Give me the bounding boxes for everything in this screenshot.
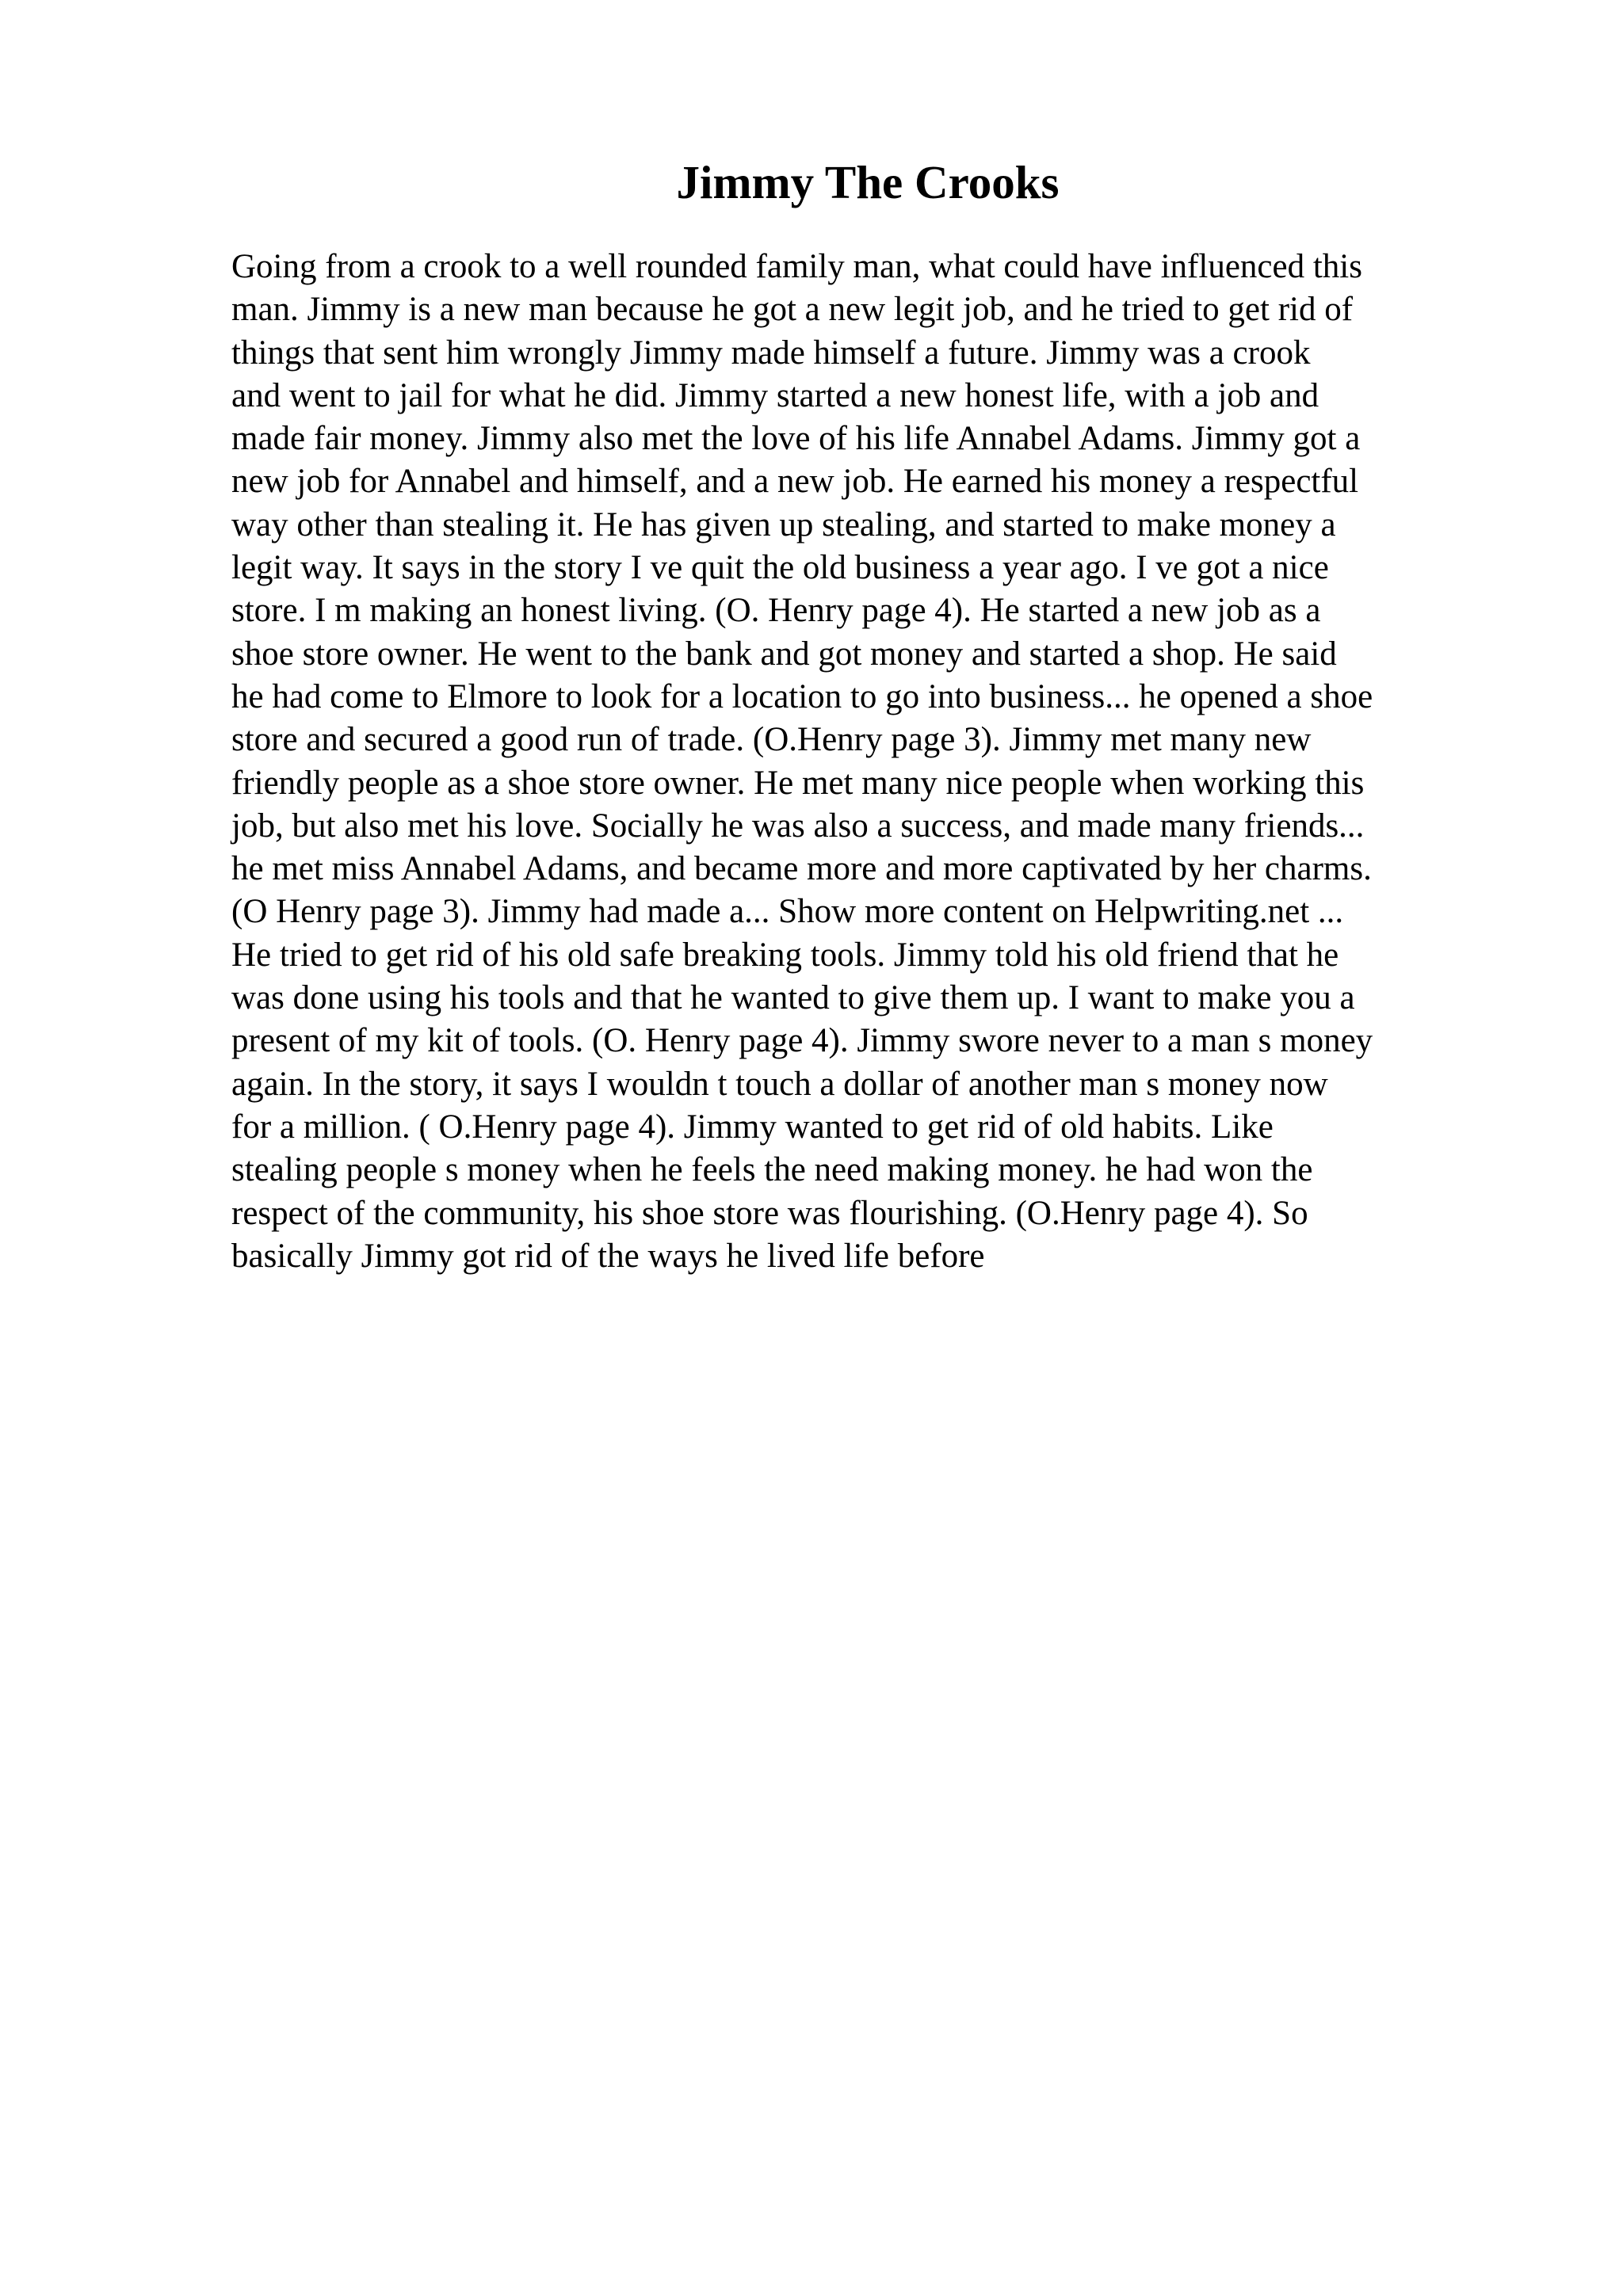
essay-line: stealing people s money when he feels the need making money. he had won the: [231, 1151, 1313, 1189]
essay-line: man. Jimmy is a new man because he got a new legit job, and he tried to get rid of: [231, 291, 1354, 329]
document-title: Jimmy The Crooks: [676, 156, 1060, 208]
essay-line: friendly people as a shoe store owner. He met many nice people when working this: [231, 764, 1365, 802]
essay-line: made fair money. Jimmy also met the love of his life Annabel Adams. Jimmy got a: [231, 420, 1361, 458]
essay-line: he had come to Elmore to look for a location to go into business... he opened a shoe: [231, 677, 1373, 715]
essay-line: and went to jail for what he did. Jimmy started a new honest life, with a job and: [231, 376, 1319, 414]
essay-line: way other than stealing it. He has given up stealing, and started to make money a: [231, 505, 1336, 543]
essay-line: new job for Annabel and himself, and a new job. He earned his money a respectful: [231, 463, 1359, 501]
essay-line: (O Henry page 3). Jimmy had made a... Show more content on Helpwriting.net ...: [231, 893, 1344, 931]
essay-line: things that sent him wrongly Jimmy made himself a future. Jimmy was a crook: [231, 334, 1311, 372]
essay-line: again. In the story, it says I wouldn t touch a dollar of another man s money now: [231, 1065, 1328, 1103]
essay-line: respect of the community, his shoe store was flourishing. (O.Henry page 4). So: [231, 1194, 1308, 1232]
essay-line: basically Jimmy got rid of the ways he lived life before: [231, 1237, 985, 1275]
essay-line: shoe store owner. He went to the bank and got money and started a shop. He said: [231, 635, 1337, 673]
essay-line: Going from a crook to a well rounded family man, what could have influenced this: [231, 248, 1362, 285]
essay-line: present of my kit of tools. (O. Henry page 4). Jimmy swore never to a man s money: [231, 1022, 1373, 1060]
essay-line: for a million. ( O.Henry page 4). Jimmy wanted to get rid of old habits. Like: [231, 1108, 1274, 1146]
essay-line: was done using his tools and that he wanted to give them up. I want to make you a: [231, 979, 1355, 1017]
essay-line: job, but also met his love. Socially he was also a success, and made many friends...: [231, 807, 1365, 845]
essay-body: [231, 246, 1484, 1278]
essay-line: legit way. It says in the story I ve quit the old business a year ago. I ve got a nice: [231, 549, 1329, 587]
essay-line: store and secured a good run of trade. (O.Henry page 3). Jimmy met many new: [231, 721, 1312, 759]
essay-line: He tried to get rid of his old safe breaking tools. Jimmy told his old friend that he: [231, 936, 1339, 974]
essay-line: store. I m making an honest living. (O. Henry page 4). He started a new job as a: [231, 592, 1321, 630]
essay-line: he met miss Annabel Adams, and became more and more captivated by her charms.: [231, 850, 1372, 888]
